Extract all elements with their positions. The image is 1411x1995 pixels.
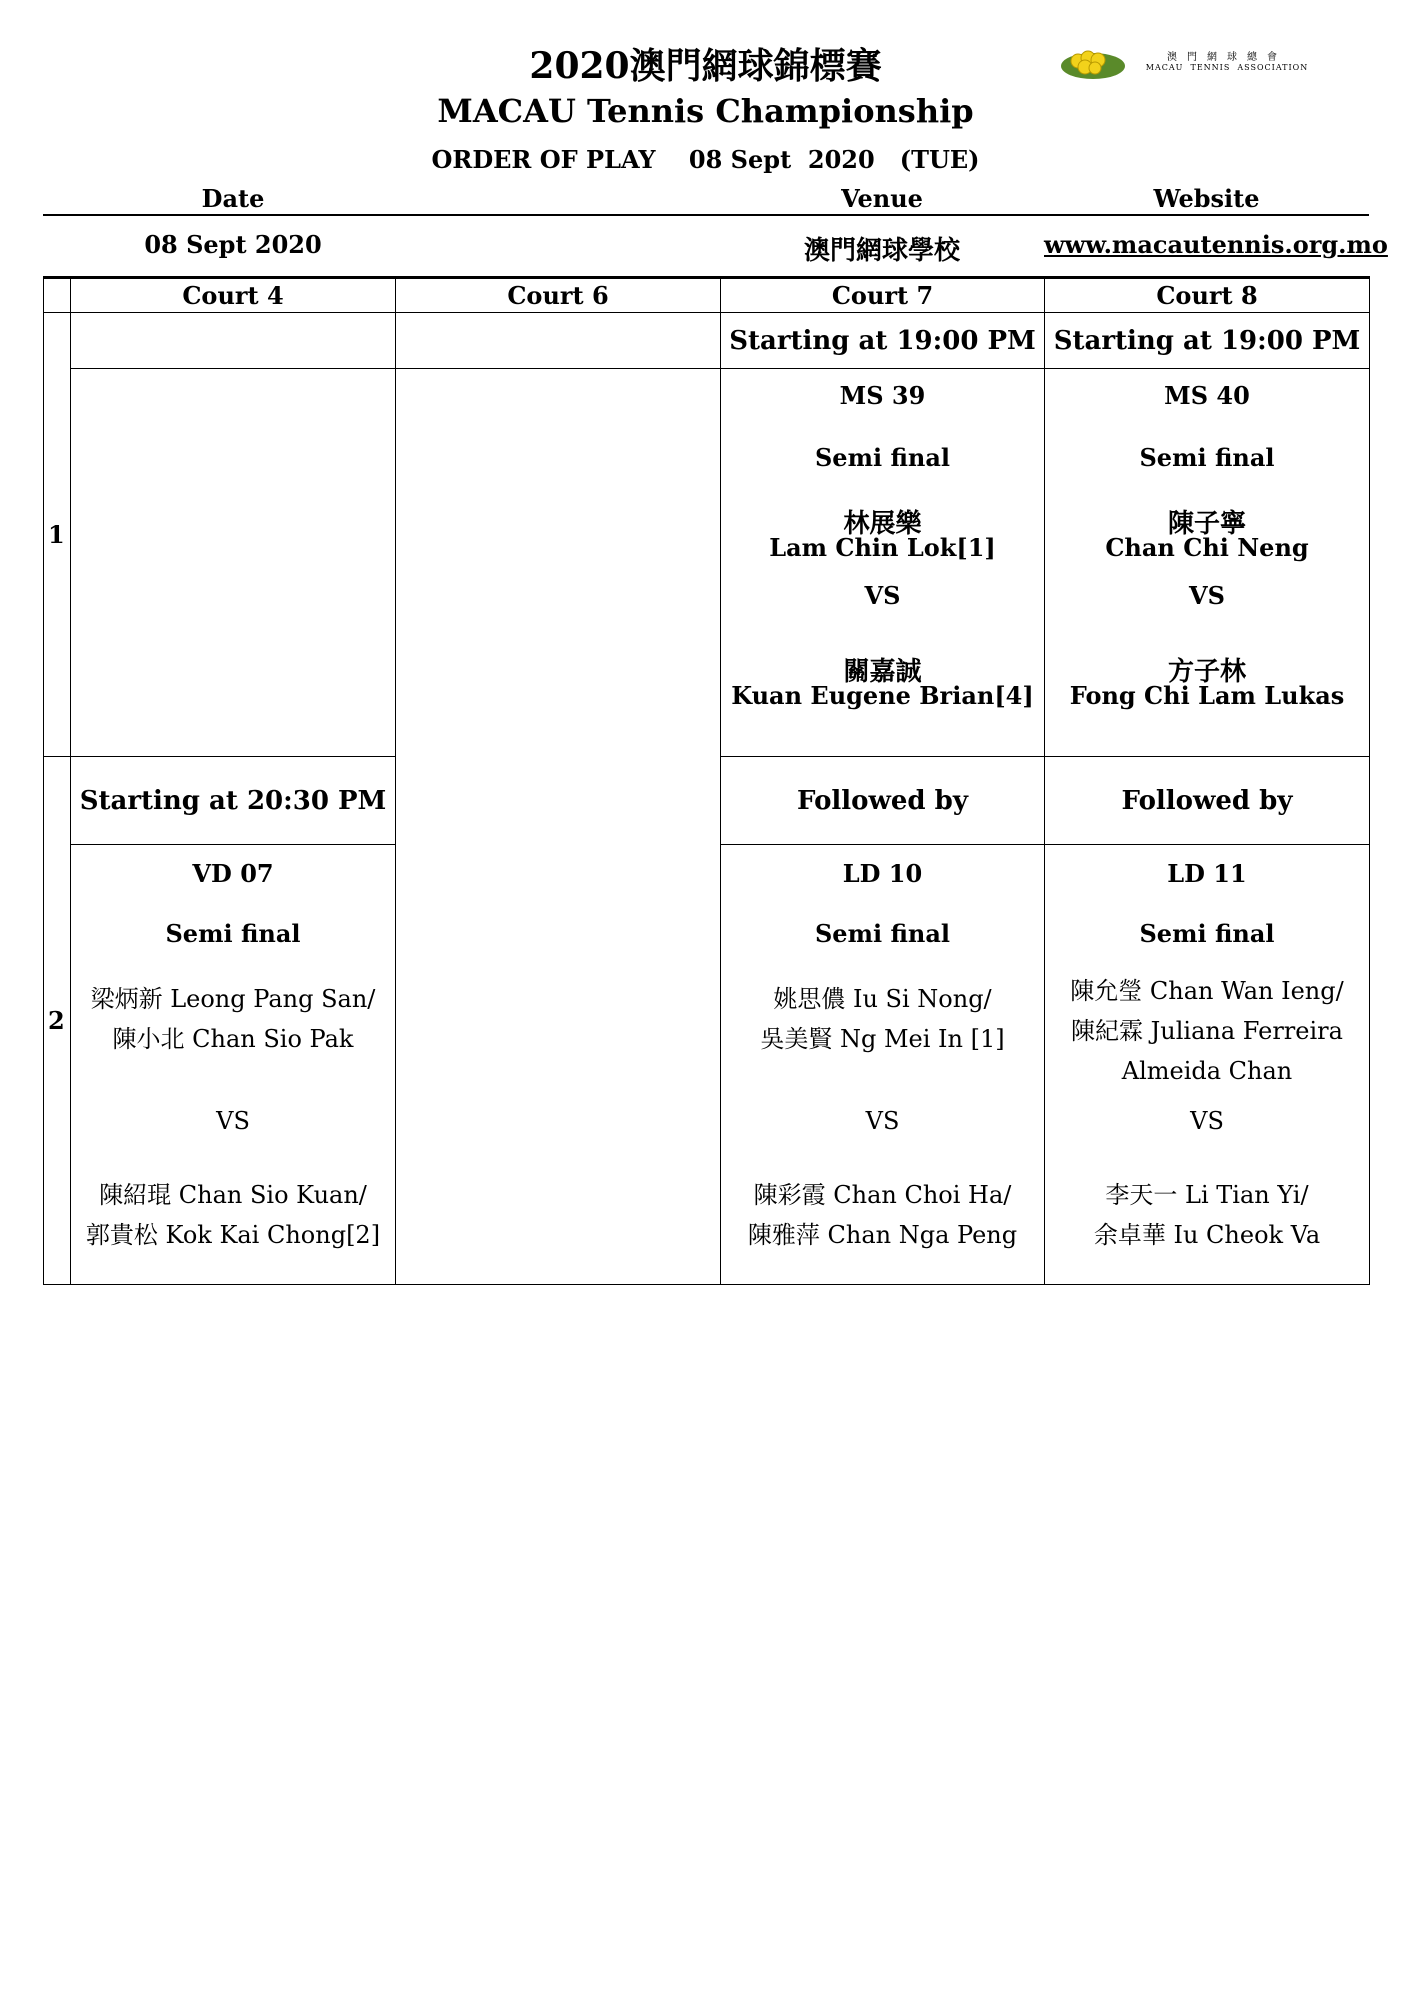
team2-player-b: 郭貴松 Kok Kai Chong[2] (85, 1221, 381, 1249)
website-link[interactable]: www.macautennis.org.mo (1044, 230, 1388, 259)
order-of-play-subtitle: ORDER OF PLAY 08 Sept 2020 (TUE) (431, 145, 980, 174)
venue-label: Venue (841, 184, 923, 213)
team2-player-a: 陳彩霞 Chan Choi Ha/ (753, 1181, 1012, 1209)
team1-player-b: 陳紀霖 Juliana Ferreira (1071, 1017, 1343, 1045)
court8-row1-start: Starting at 19:00 PM (1045, 313, 1370, 369)
team2-player-a: 李天一 Li Tian Yi/ (1105, 1181, 1309, 1209)
team1 (75, 979, 391, 1101)
title-english: MACAU Tennis Championship (437, 92, 974, 130)
team1 (725, 979, 1040, 1101)
logo-text-english: MACAU TENNIS ASSOCIATION (1145, 63, 1309, 72)
match-round: Semi final (1139, 443, 1275, 472)
court-header-6: Court 6 (396, 278, 721, 313)
court8-row1-match (1045, 369, 1370, 757)
team1-player-b-cont: Almeida Chan (1121, 1057, 1293, 1085)
date-label: Date (201, 184, 265, 213)
court4-row2-match (71, 845, 396, 1285)
website-label: Website (1153, 184, 1260, 213)
player1-chinese: 陳子寧 (1167, 509, 1246, 539)
player2-chinese: 關嘉誠 (843, 657, 922, 687)
match-round: Semi final (814, 443, 951, 472)
team1-player-a: 陳允瑩 Chan Wan Ieng/ (1070, 977, 1344, 1005)
association-logo (1060, 44, 1320, 84)
team2-player-b: 陳雅萍 Chan Nga Peng (747, 1221, 1018, 1249)
team2 (1049, 1175, 1365, 1255)
versus-label: VS (216, 1107, 250, 1135)
team1-player-b: 吳美賢 Ng Mei In [1] (760, 1025, 1005, 1053)
player1-english: Chan Chi Neng (1105, 533, 1309, 562)
team1 (1049, 971, 1365, 1101)
court-header-4: Court 4 (71, 278, 396, 313)
court8-row2-match (1045, 845, 1370, 1285)
player1-chinese: 林展樂 (843, 509, 922, 539)
court6-row1-start (396, 313, 721, 369)
header-divider (43, 214, 1369, 216)
row-1-start (44, 313, 1370, 369)
row-index-2: 2 (44, 757, 71, 1285)
player2-english: Kuan Eugene Brian[4] (731, 681, 1034, 710)
versus-label: VS (1190, 1107, 1224, 1135)
versus-label: VS (1189, 581, 1225, 610)
title-chinese: 2020澳門網球錦標賽 (529, 45, 882, 87)
court4-row1-match (71, 369, 396, 757)
team2-player-a: 陳紹琨 Chan Sio Kuan/ (99, 1181, 367, 1209)
court7-row1-start: Starting at 19:00 PM (721, 313, 1045, 369)
match-code: LD 11 (1167, 859, 1247, 888)
court4-row2-start: Starting at 20:30 PM (71, 757, 396, 845)
versus-label: VS (865, 1107, 900, 1135)
logo-text-chinese: 澳門網球總會 (1167, 52, 1287, 63)
index-header (44, 278, 71, 313)
team1-player-b: 陳小北 Chan Sio Pak (112, 1025, 354, 1053)
court8-row2-start: Followed by (1045, 757, 1370, 845)
match-round: Semi final (814, 919, 951, 948)
team2 (725, 1175, 1040, 1255)
order-of-play-table (43, 276, 1370, 1285)
match-code: LD 10 (842, 859, 923, 888)
court7-row2-start: Followed by (721, 757, 1045, 845)
tennis-association-logo-icon (1060, 48, 1126, 80)
team2-player-b: 余卓華 Iu Cheok Va (1093, 1221, 1321, 1249)
court-header-row (44, 278, 1370, 313)
player2-english: Fong Chi Lam Lukas (1069, 681, 1345, 710)
player2-chinese: 方子林 (1167, 657, 1246, 687)
team1-player-a: 姚思儂 Iu Si Nong/ (773, 985, 992, 1013)
match-code: VD 07 (192, 859, 274, 888)
court4-row1-start (71, 313, 396, 369)
court7-row2-match (721, 845, 1045, 1285)
date-value: 08 Sept 2020 (144, 230, 322, 259)
team1-player-a: 梁炳新 Leong Pang San/ (90, 985, 376, 1013)
match-round: Semi final (165, 919, 301, 948)
row-index-1: 1 (44, 313, 71, 757)
court7-row1-match (721, 369, 1045, 757)
court6-empty (396, 369, 721, 1285)
venue-value: 澳門網球學校 (803, 236, 960, 266)
court-header-7: Court 7 (721, 278, 1045, 313)
player1-english: Lam Chin Lok[1] (769, 533, 996, 562)
match-code: MS 40 (1164, 381, 1250, 410)
court-header-8: Court 8 (1045, 278, 1370, 313)
match-code: MS 39 (839, 381, 926, 410)
versus-label: VS (864, 581, 901, 610)
team2 (75, 1175, 391, 1255)
match-round: Semi final (1139, 919, 1275, 948)
row-1-matches (44, 369, 1370, 757)
